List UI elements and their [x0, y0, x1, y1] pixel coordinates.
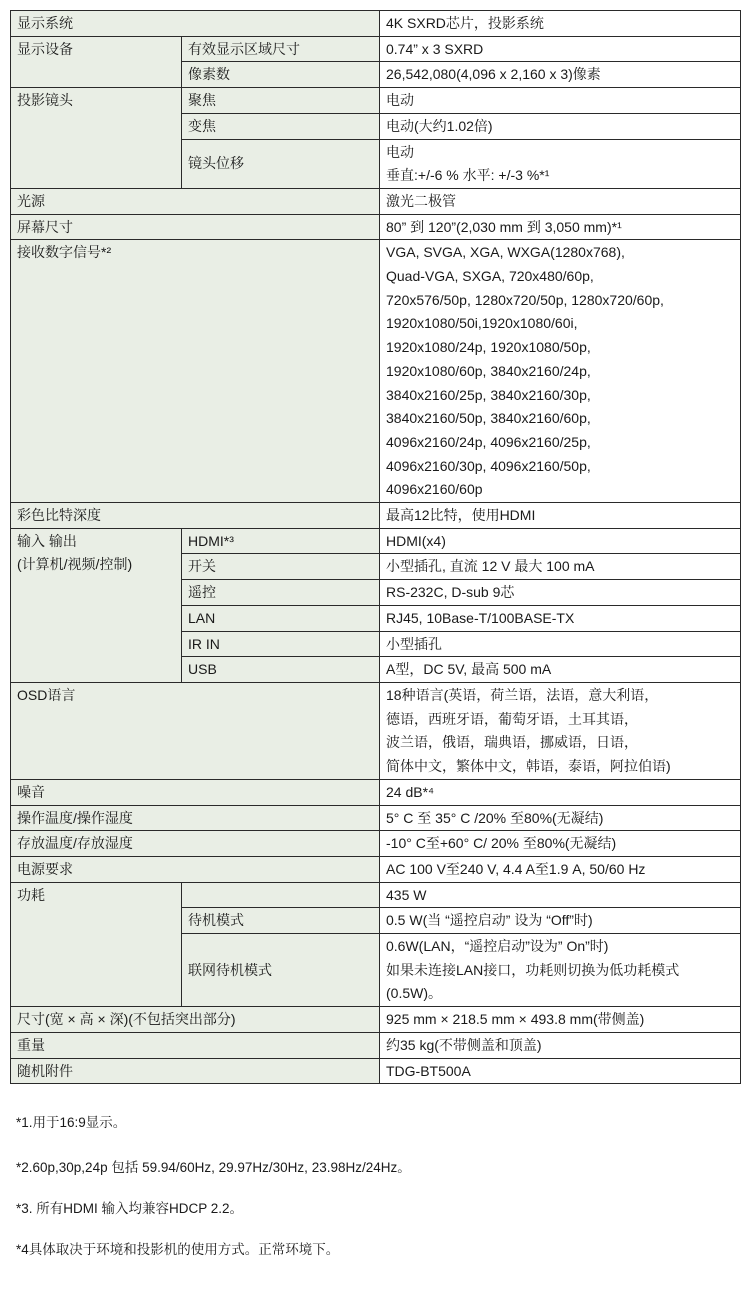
table-row [11, 503, 741, 529]
table-row [11, 805, 741, 831]
value-line: 3840x2160/25p, 3840x2160/30p, [386, 386, 591, 403]
row-subcategory: USB [182, 657, 380, 683]
row-category: 功耗 [11, 882, 182, 1007]
row-value: 435 W [380, 882, 741, 908]
row-category: 电源要求 [11, 856, 380, 882]
table-row [11, 11, 741, 37]
row-value: RS-232C, D-sub 9芯 [380, 580, 741, 606]
row-category: 存放温度/存放湿度 [11, 831, 380, 857]
row-value: 80” 到 120”(2,030 mm 到 3,050 mm)*¹ [380, 214, 741, 240]
table-row [11, 36, 741, 62]
table-row [11, 779, 741, 805]
value-line: 垂直:+/-6 % 水平: +/-3 %*¹ [386, 167, 550, 184]
value-line: 0.6W(LAN，“遥控启动”设为” On”时) [386, 938, 609, 955]
value-line: 波兰语，俄语，瑞典语，挪威语，日语， [386, 734, 638, 751]
row-value: 5° C 至 35° C /20% 至80%(无凝结) [380, 805, 741, 831]
row-category: 显示系统 [11, 11, 380, 37]
row-category: 随机附件 [11, 1058, 380, 1084]
row-category: 彩色比特深度 [11, 503, 380, 529]
table-row [11, 240, 741, 503]
footnote: *4具体取决于环境和投影机的使用方式。正常环境下。 [16, 1242, 340, 1257]
spec-table [10, 10, 741, 1084]
row-value: 0.5 W(当 “遥控启动” 设为 “Off”时) [380, 908, 741, 934]
row-category: 重量 [11, 1032, 380, 1058]
row-category: 投影镜头 [11, 88, 182, 189]
table-row [11, 528, 741, 554]
row-category: 接收数字信号*² [11, 240, 380, 503]
value-line: VGA, SVGA, XGA, WXGA(1280x768), [386, 244, 625, 261]
value-line: 1920x1080/50i,1920x1080/60i, [386, 315, 578, 332]
row-category: OSD语言 [11, 682, 380, 779]
row-subcategory: IR IN [182, 631, 380, 657]
row-subcategory: 有效显示区域尺寸 [182, 36, 380, 62]
category-line: 输入 输出 [17, 532, 77, 549]
value-line: 简体中文，繁体中文，韩语，泰语，阿拉伯语) [386, 758, 671, 775]
row-category [11, 528, 182, 682]
row-subcategory [182, 882, 380, 908]
value-line: 4096x2160/60p [386, 481, 483, 498]
value-line: 18种语言(英语，荷兰语，法语，意大利语， [386, 686, 659, 703]
row-category: 操作温度/操作湿度 [11, 805, 380, 831]
value-line: 1920x1080/24p, 1920x1080/50p, [386, 339, 591, 356]
row-subcategory: LAN [182, 605, 380, 631]
table-row [11, 214, 741, 240]
table-row [11, 1032, 741, 1058]
row-value: 4K SXRD芯片，投影系统 [380, 11, 741, 37]
table-row [11, 88, 741, 114]
row-value: 小型插孔, 直流 12 V 最大 100 mA [380, 554, 741, 580]
row-subcategory: 开关 [182, 554, 380, 580]
value-line: 1920x1080/60p, 3840x2160/24p, [386, 362, 591, 379]
row-subcategory: 聚焦 [182, 88, 380, 114]
row-value: 小型插孔 [380, 631, 741, 657]
value-line: 720x576/50p, 1280x720/50p, 1280x720/60p, [386, 291, 664, 308]
row-category: 噪音 [11, 779, 380, 805]
table-row [11, 856, 741, 882]
row-subcategory: HDMI*³ [182, 528, 380, 554]
row-subcategory: 联网待机模式 [182, 934, 380, 1007]
row-category: 尺寸(宽 × 高 × 深)(不包括突出部分) [11, 1007, 380, 1033]
row-value: TDG-BT500A [380, 1058, 741, 1084]
table-row [11, 188, 741, 214]
row-subcategory: 变焦 [182, 113, 380, 139]
value-line: 德语，西班牙语，葡萄牙语，土耳其语， [386, 710, 638, 727]
row-value: 26,542,080(4,096 x 2,160 x 3)像素 [380, 62, 741, 88]
footnote: *1.用于16:9显示。 [16, 1115, 127, 1130]
row-value: HDMI(x4) [380, 528, 741, 554]
table-row [11, 682, 741, 779]
row-subcategory: 遥控 [182, 580, 380, 606]
value-line: 如果未连接LAN接口，功耗则切换为低功耗模式 [386, 961, 680, 978]
row-value: RJ45, 10Base-T/100BASE-TX [380, 605, 741, 631]
value-line: 电动 [386, 143, 414, 160]
row-value: 925 mm × 218.5 mm × 493.8 mm(带侧盖) [380, 1007, 741, 1033]
value-line: 4096x2160/30p, 4096x2160/50p, [386, 457, 591, 474]
row-value [380, 240, 741, 503]
value-line: (0.5W)。 [386, 985, 442, 1002]
value-line: 3840x2160/50p, 3840x2160/60p, [386, 410, 591, 427]
row-category: 屏幕尺寸 [11, 214, 380, 240]
row-value: 0.74” x 3 SXRD [380, 36, 741, 62]
row-category: 光源 [11, 188, 380, 214]
value-line: 4096x2160/24p, 4096x2160/25p, [386, 433, 591, 450]
row-category: 显示设备 [11, 36, 182, 87]
table-row [11, 831, 741, 857]
row-value [380, 682, 741, 779]
category-line: (计算机/视频/控制) [17, 556, 133, 573]
row-subcategory: 镜头位移 [182, 139, 380, 188]
row-subcategory: 像素数 [182, 62, 380, 88]
row-value: A型，DC 5V, 最高 500 mA [380, 657, 741, 683]
row-value: 约35 kg(不带侧盖和顶盖) [380, 1032, 741, 1058]
table-row [11, 1007, 741, 1033]
row-subcategory: 待机模式 [182, 908, 380, 934]
row-value: 激光二极管 [380, 188, 741, 214]
row-value: AC 100 V至240 V, 4.4 A至1.9 A, 50/60 Hz [380, 856, 741, 882]
row-value [380, 139, 741, 188]
table-row [11, 882, 741, 908]
row-value: 最高12比特，使用HDMI [380, 503, 741, 529]
footnote: *3. 所有HDMI 输入均兼容HDCP 2.2。 [16, 1201, 244, 1216]
table-row [11, 1058, 741, 1084]
row-value: 24 dB*⁴ [380, 779, 741, 805]
row-value [380, 934, 741, 1007]
row-value: -10° C至+60° C/ 20% 至80%(无凝结) [380, 831, 741, 857]
row-value: 电动(大约1.02倍) [380, 113, 741, 139]
row-value: 电动 [380, 88, 741, 114]
value-line: Quad-VGA, SXGA, 720x480/60p, [386, 268, 594, 285]
footnote: *2.60p,30p,24p 包括 59.94/60Hz, 29.97Hz/30Hz, 23.98Hz/24Hz。 [16, 1160, 411, 1175]
